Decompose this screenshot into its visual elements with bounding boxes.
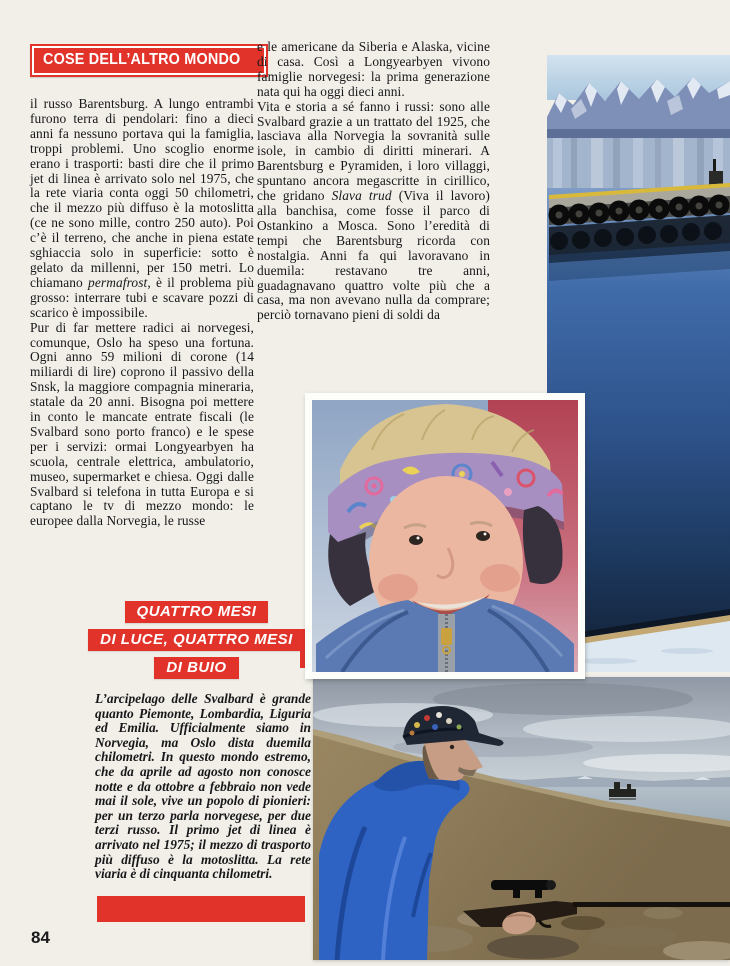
feature-body-text xyxy=(95,692,311,882)
photo-hunter-shore xyxy=(313,677,730,960)
paragraph: il russo Barentsburg. A lungo entrambi furono terra di pendolari: fino a dieci anni fa nessuno portava qui la famiglia, troppi problemi. Uno scoglio enorme erano i trasporti: basti dire che il primo jet di linea è arrivato solo nel 1975, che la rete viaria conta oggi 50 chilometri, che il mezzo più diffuso è la motoslitta (ce ne sono mille, contro 250 auto). Poi c’è il terreno, che anche in piena estate sghiaccia solo in superficie: sotto è gelato da millenni, per 150 metri. Lo chiamano permafrost, è il problema più grosso: interrare tubi e scavare pozzi di scarico è impossibile. xyxy=(30,96,254,320)
kicker-box xyxy=(30,44,268,77)
zipper-pull xyxy=(441,628,452,645)
kicker-label: COSE DELL’ALTRO MONDO xyxy=(43,51,241,68)
feature-title-line-2: DI LUCE, QUATTRO MESI xyxy=(88,629,305,651)
article-column-1 xyxy=(30,97,254,529)
sidebar-feature-box xyxy=(80,601,313,882)
red-divider-bar xyxy=(97,896,305,922)
eye xyxy=(450,745,454,749)
paragraph: Vita e storia a sé fanno i russi: sono alle Svalbard grazie a un trattato del 1925, che lasciava alla Norvegia la sovranità sulle isole, in cambio di diritti minerari. A Barentsburg e Pyramiden, i loro villaggi, spuntano ancora megascritte in cirillico, che gridano Slava trud (Viva il lavoro) alla banchisa, come fosse il parco di Ostankino a Mosca. Sono l’eredità di tempi che Barentsburg ricorda con nostalgia. Anni fa qui lavoravano in duemila: restavano tre anni, guadagnavano quattro volte più che a casa, ma non avevano nulla da comprare; perciò tornavano pieni di soldi da xyxy=(257,98,490,323)
child-illustration xyxy=(312,400,578,672)
feature-title-line-3: DI BUIO xyxy=(154,657,238,679)
rifle-scope xyxy=(491,880,551,890)
paragraph: L’arcipelago delle Svalbard è grande quanto Piemonte, Lombardia, Liguria ed Emilia. Ufficialmente siamo in Norvegia, ma Oslo dista duemila chilometri. In questo mondo estremo, che da aprile ad agosto non conosce notte e da ottobre a febbraio non vede mai il sole, vive un popolo di pionieri: per un terzo parla norvegese, per due terzi russo. Il primo jet di linea è arrivato nel 1975; il mezzo di trasporto più diffuso è la motoslitta. La rete viaria è di cinquanta chilometri. xyxy=(95,691,311,882)
article-column-2 xyxy=(257,40,490,323)
rifle-barrel xyxy=(573,902,730,907)
kicker-inner-frame xyxy=(32,46,266,75)
photo-child-portrait xyxy=(305,393,585,679)
mountain-foot xyxy=(547,129,730,138)
paragraph: e le americane da Siberia e Alaska, vicine di casa. Così a Longyearbyen vivono famiglie norvegesi: la prima generazione nata qui ha oggi dieci anni. xyxy=(257,39,490,99)
feature-title-line-1: QUATTRO MESI xyxy=(125,601,269,623)
paragraph: Pur di far mettere radici ai norvegesi, comunque, Oslo ha speso una fortuna. Ogni anno 59 milioni di corone (14 miliardi di lire) coprono il passivo della Snsk, la maggiore compagnia mineraria, statale da 20 anni. Bisogna poi mettere in conto le mancate entrate fiscali (le Svalbard sono porto franco) e le spese per i servizi: ormai Longyearbyen ha scuola, centrale elettrica, ambulatorio, museo, supermarket e chiesa. Oggi dalle Svalbard si telefona in tutta Europa e si captano le tv di mezzo mondo: le europee dalla Norvegia, le russe xyxy=(30,319,254,529)
page-number: 84 xyxy=(31,928,50,947)
hunter-illustration xyxy=(313,677,730,960)
